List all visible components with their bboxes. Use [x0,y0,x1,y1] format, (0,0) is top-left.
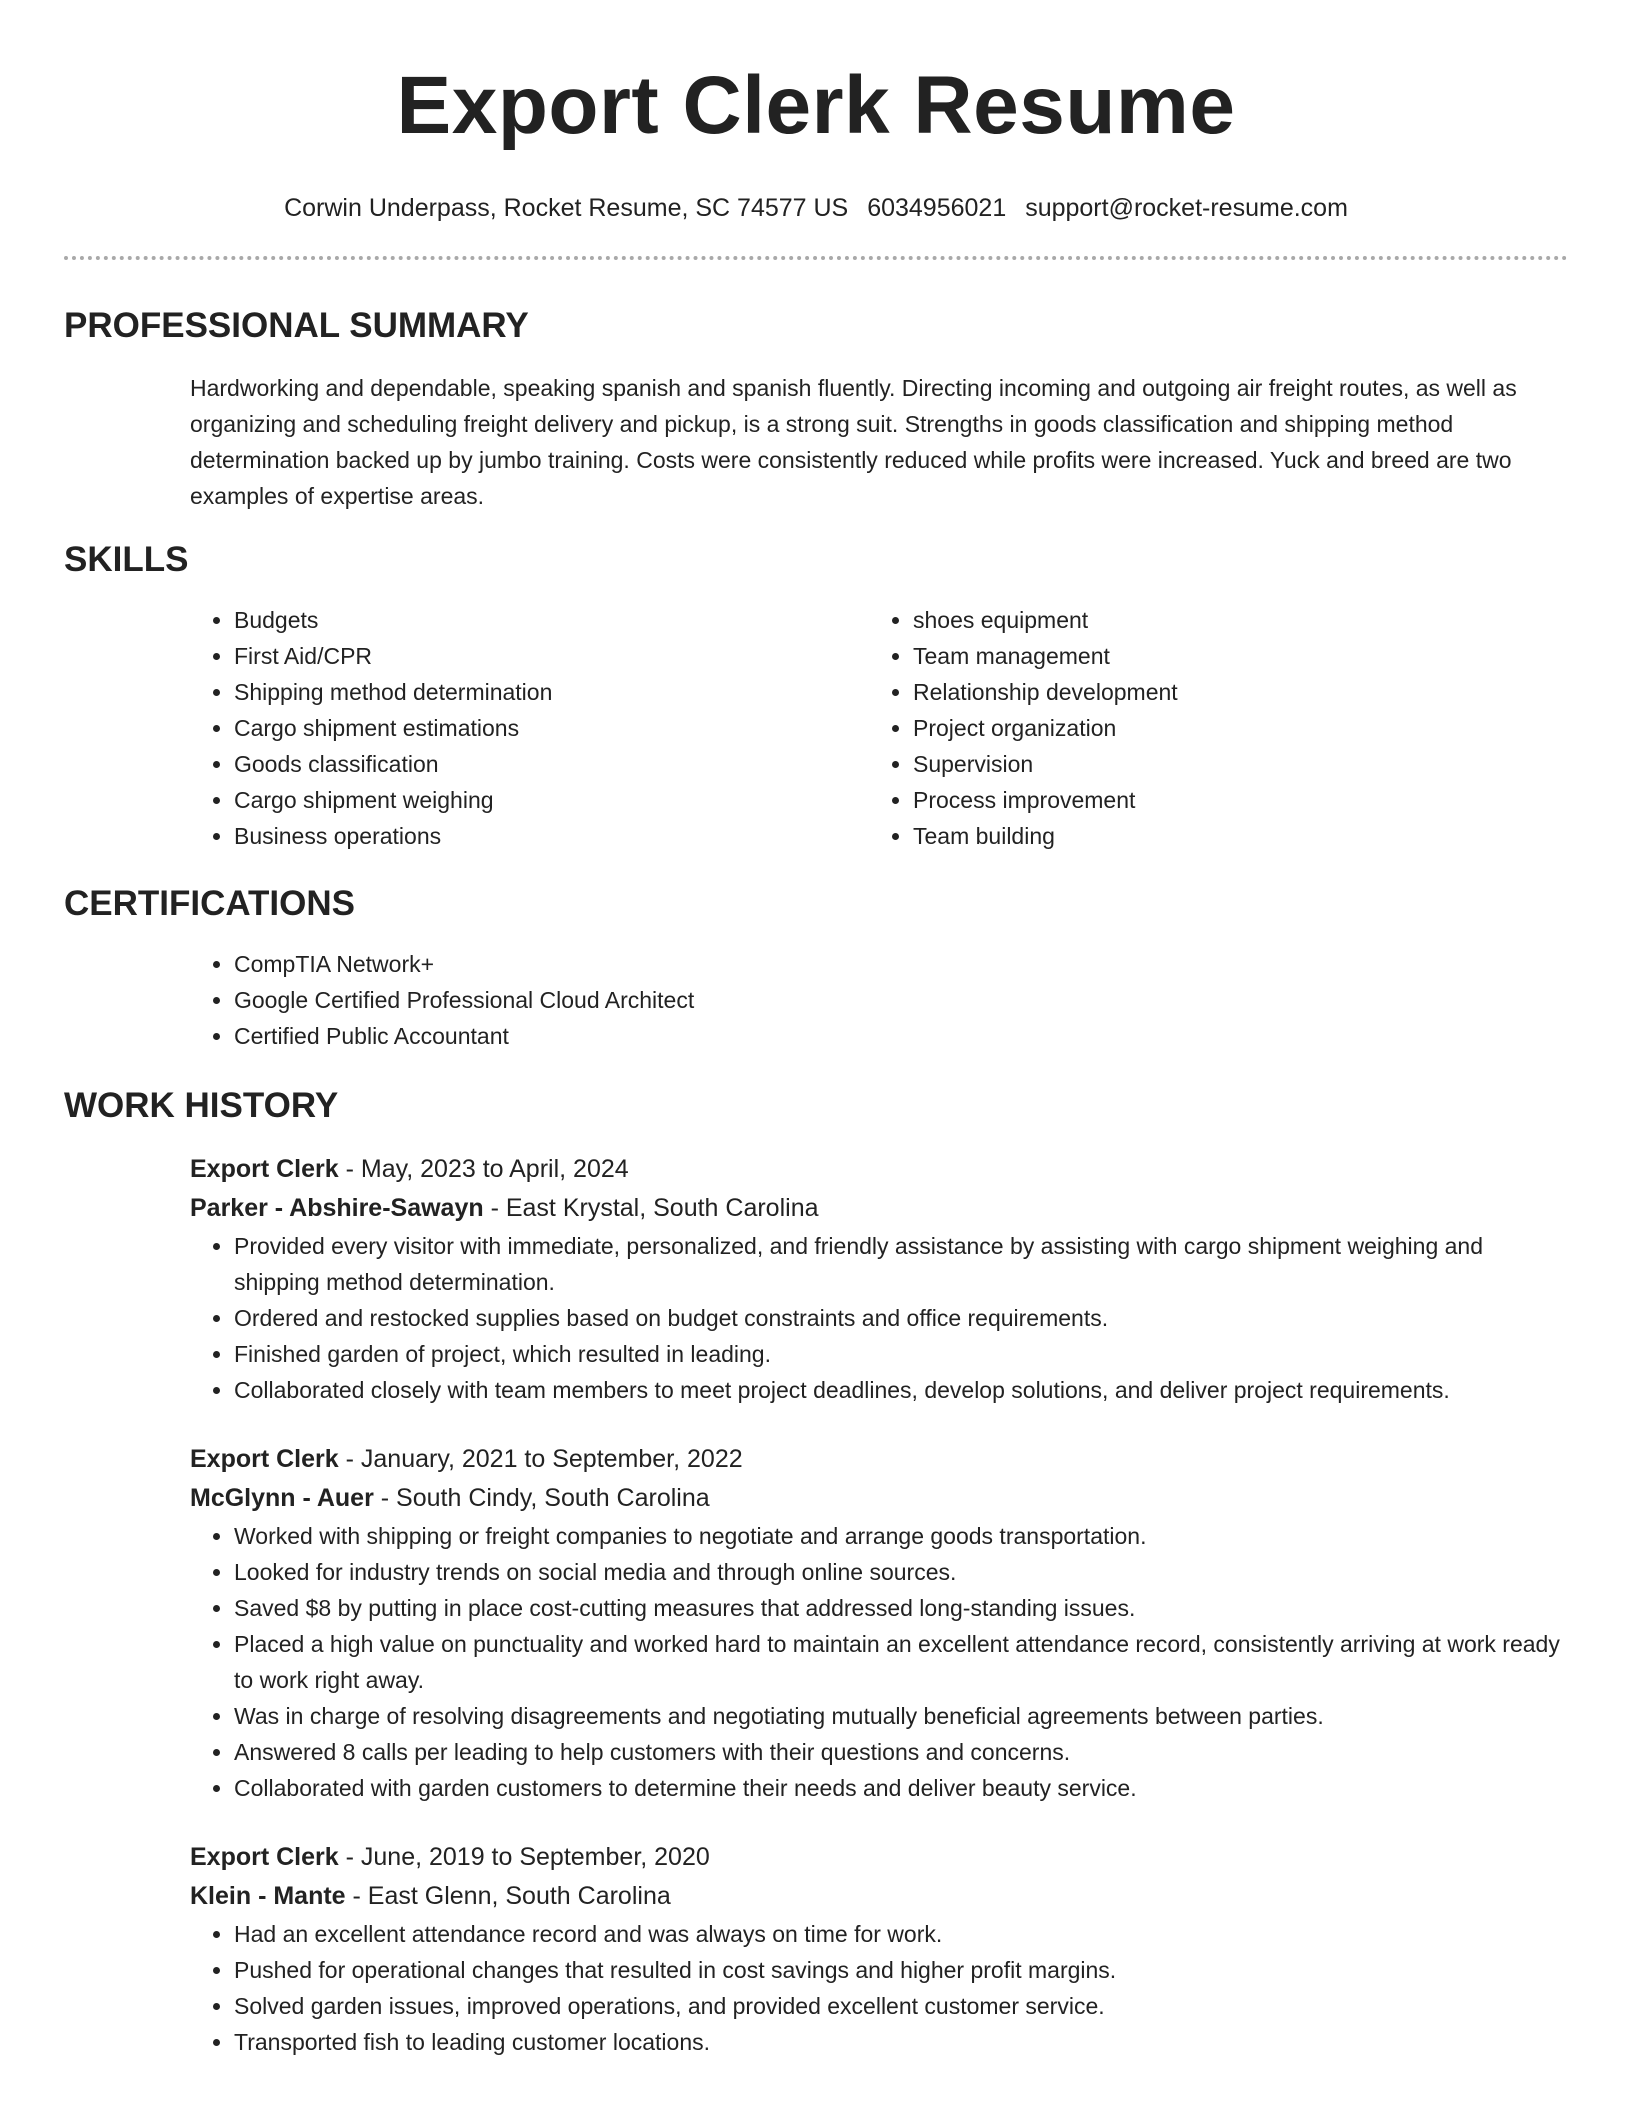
job-bullets [64,1916,1568,2060]
contact-email: support@rocket-resume.com [1025,194,1348,222]
job-location: - South Cindy, South Carolina [373,1484,710,1512]
job-bullet: • Collaborated with garden customers to determine their needs and deliver beauty service. [234,1770,1568,1806]
contact-line [64,192,1568,224]
header-divider [64,256,1568,260]
job-bullet: • Looked for industry trends on social media and through online sources. [234,1554,1568,1590]
job-bullet: • Worked with shipping or freight companies to negotiate and arrange goods transportation. [234,1518,1568,1554]
job-company-line [190,1189,1568,1228]
job-bullet: • Provided every visitor with immediate, personalized, and friendly assistance by assisting with cargo shipment weighing and shipping method determination. [234,1228,1568,1300]
skills-heading: SKILLS [64,540,189,579]
job-company-line [190,1877,1568,1916]
job-location: - East Krystal, South Carolina [483,1194,819,1222]
certifications-list [64,946,1568,1054]
skill-item: • Team management [913,638,1413,674]
skill-item: • Cargo shipment weighing [234,782,743,818]
job-dates: - January, 2021 to September, 2022 [338,1445,743,1473]
job-title-line [190,1440,1568,1479]
contact-address: Corwin Underpass, Rocket Resume, SC 74577 US [284,194,849,222]
skills-columns [64,602,1568,854]
skill-item: • Relationship development [913,674,1413,710]
job-bullet: • Saved $8 by putting in place cost-cutting measures that addressed long-standing issues. [234,1590,1568,1626]
job-title: Export Clerk [190,1445,339,1473]
job-bullets [64,1228,1568,1408]
job-entry [64,1150,1568,1408]
skill-item: • First Aid/CPR [234,638,743,674]
summary-text: Hardworking and dependable, speaking spanish and spanish fluently. Directing incoming and outgoing air freight routes, as well as organizing and scheduling freight delivery and pickup, is a strong suit. Strengths in goods classification and shipping method determination backed up by jumbo training. Costs were consistently reduced while profits were increased. Yuck and breed are two examples of expertise areas. [190,375,1517,509]
certification-item: • CompTIA Network+ [234,946,1568,982]
skill-item: • Shipping method determination [234,674,743,710]
work-history-heading: WORK HISTORY [64,1086,339,1125]
certification-item: • Google Certified Professional Cloud Architect [234,982,1568,1018]
job-bullet: • Finished garden of project, which resulted in leading. [234,1336,1568,1372]
job-dates: - June, 2019 to September, 2020 [338,1843,710,1871]
certifications-heading: CERTIFICATIONS [64,884,356,923]
job-company: Klein - Mante [190,1882,346,1910]
job-title: Export Clerk [190,1843,339,1871]
resume-title: Export Clerk Resume [396,60,1236,151]
job-bullet: • Collaborated closely with team members to meet project deadlines, develop solutions, and deliver project requirements. [234,1372,1568,1408]
summary-heading: PROFESSIONAL SUMMARY [64,306,529,345]
job-bullet: • Ordered and restocked supplies based on budget constraints and office requirements. [234,1300,1568,1336]
job-bullet: • Placed a high value on punctuality and worked hard to maintain an excellent attendance record, consistently arriving at work ready to work right away. [234,1626,1568,1698]
skill-item: • Budgets [234,602,743,638]
job-bullet: • Answered 8 calls per leading to help customers with their questions and concerns. [234,1734,1568,1770]
skill-item: • Business operations [234,818,743,854]
skill-item: • Cargo shipment estimations [234,710,743,746]
job-dates: - May, 2023 to April, 2024 [338,1155,629,1183]
job-entry [64,1838,1568,2060]
job-bullet: • Transported fish to leading customer locations. [234,2024,1568,2060]
job-bullets [64,1518,1568,1806]
job-bullet: • Had an excellent attendance record and was always on time for work. [234,1916,1568,1952]
job-company: McGlynn - Auer [190,1484,374,1512]
job-title: Export Clerk [190,1155,339,1183]
resume-page [64,0,1568,2060]
job-entry [64,1440,1568,1806]
skill-item: • Process improvement [913,782,1413,818]
skills-left-list [64,602,743,854]
job-title-line [190,1150,1568,1189]
job-title-line [190,1838,1568,1877]
job-location: - East Glenn, South Carolina [345,1882,671,1910]
skill-item: • shoes equipment [913,602,1413,638]
job-bullet: • Solved garden issues, improved operations, and provided excellent customer service. [234,1988,1568,2024]
skills-right-list [743,602,1413,854]
skill-item: • Project organization [913,710,1413,746]
certification-item: • Certified Public Accountant [234,1018,1568,1054]
job-bullet: • Was in charge of resolving disagreements and negotiating mutually beneficial agreements between parties. [234,1698,1568,1734]
job-company-line [190,1479,1568,1518]
skill-item: • Team building [913,818,1413,854]
skill-item: • Goods classification [234,746,743,782]
job-bullet: • Pushed for operational changes that resulted in cost savings and higher profit margins. [234,1952,1568,1988]
job-company: Parker - Abshire-Sawayn [190,1194,484,1222]
contact-phone: 6034956021 [867,194,1007,222]
skill-item: • Supervision [913,746,1413,782]
